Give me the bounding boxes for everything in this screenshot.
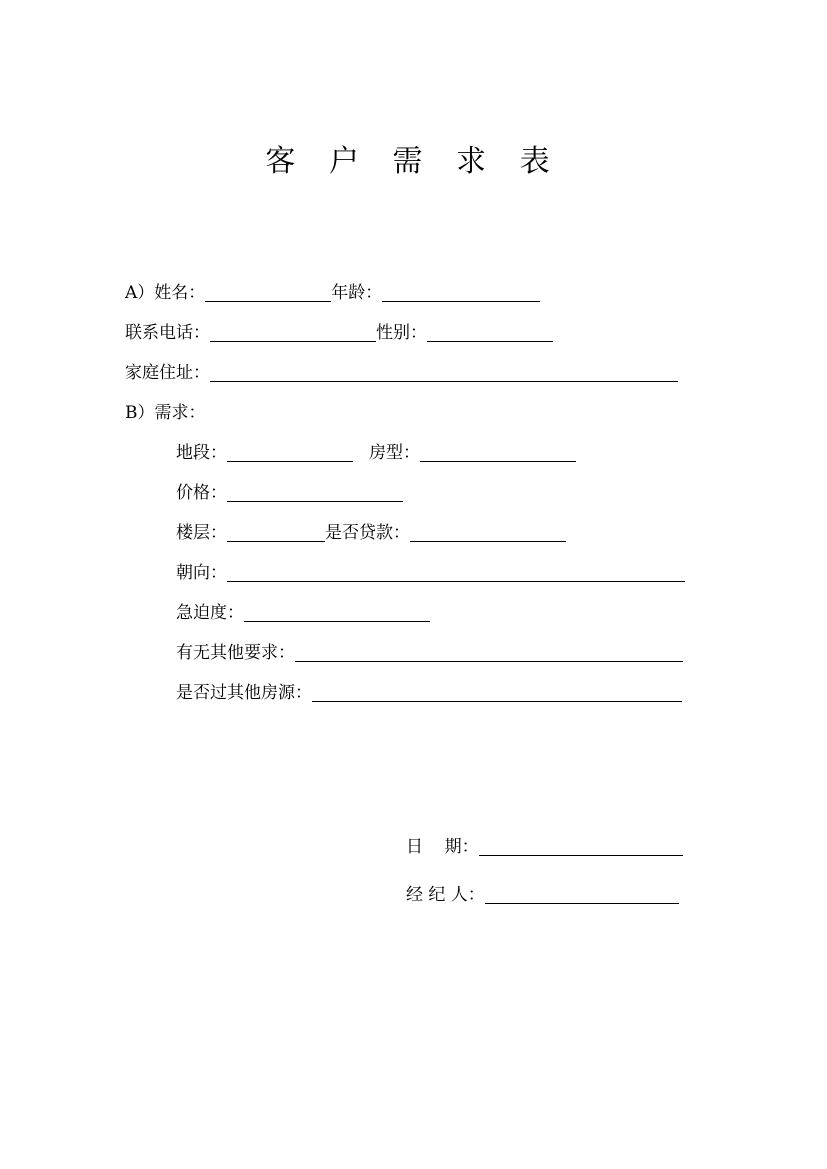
- layout-field[interactable]: [420, 441, 576, 462]
- location-field[interactable]: [227, 441, 353, 462]
- agent-row: [406, 882, 679, 906]
- price-label: 价格：: [176, 483, 227, 503]
- orientation-field[interactable]: [227, 561, 685, 582]
- orientation-label: 朝向：: [176, 563, 227, 583]
- name-age-row: [125, 280, 540, 304]
- urgency-field[interactable]: [244, 601, 430, 622]
- orientation-row: [176, 560, 685, 584]
- location-label: 地段：: [176, 443, 227, 463]
- other-req-row: [176, 640, 683, 664]
- section-b-heading: B）需求：: [125, 403, 206, 423]
- floor-field[interactable]: [227, 521, 325, 542]
- section-b-heading-row: [125, 400, 206, 424]
- address-field[interactable]: [210, 361, 678, 382]
- seen-other-label: 是否过其他房源：: [176, 683, 312, 703]
- seen-other-row: [176, 680, 682, 704]
- price-field[interactable]: [227, 481, 403, 502]
- layout-label: 房型：: [369, 443, 420, 463]
- phone-label: 联系电话：: [125, 323, 210, 343]
- name-field[interactable]: [205, 281, 331, 302]
- date-field[interactable]: [479, 835, 683, 856]
- loan-label: 是否贷款：: [325, 523, 410, 543]
- price-row: [176, 480, 403, 504]
- urgency-label: 急迫度：: [176, 603, 244, 623]
- seen-other-field[interactable]: [312, 681, 682, 702]
- date-label: 日 期：: [406, 837, 479, 857]
- gender-label: 性别：: [376, 323, 427, 343]
- age-field[interactable]: [382, 281, 540, 302]
- name-label: A）姓名：: [125, 283, 206, 303]
- loan-field[interactable]: [410, 521, 566, 542]
- phone-field[interactable]: [210, 321, 376, 342]
- address-label: 家庭住址：: [125, 363, 210, 383]
- other-req-field[interactable]: [295, 641, 683, 662]
- address-row: [125, 360, 678, 384]
- date-row: [406, 834, 683, 858]
- other-req-label: 有无其他要求：: [176, 643, 295, 663]
- page-title: 客 户 需 求 表: [265, 144, 562, 179]
- floor-label: 楼层：: [176, 523, 227, 543]
- floor-loan-row: [176, 520, 566, 544]
- phone-gender-row: [125, 320, 553, 344]
- agent-field[interactable]: [485, 883, 679, 904]
- gender-field[interactable]: [427, 321, 553, 342]
- location-layout-row: [176, 440, 576, 464]
- age-label: 年龄：: [331, 283, 383, 303]
- agent-label: 经 纪 人：: [406, 885, 485, 905]
- urgency-row: [176, 600, 430, 624]
